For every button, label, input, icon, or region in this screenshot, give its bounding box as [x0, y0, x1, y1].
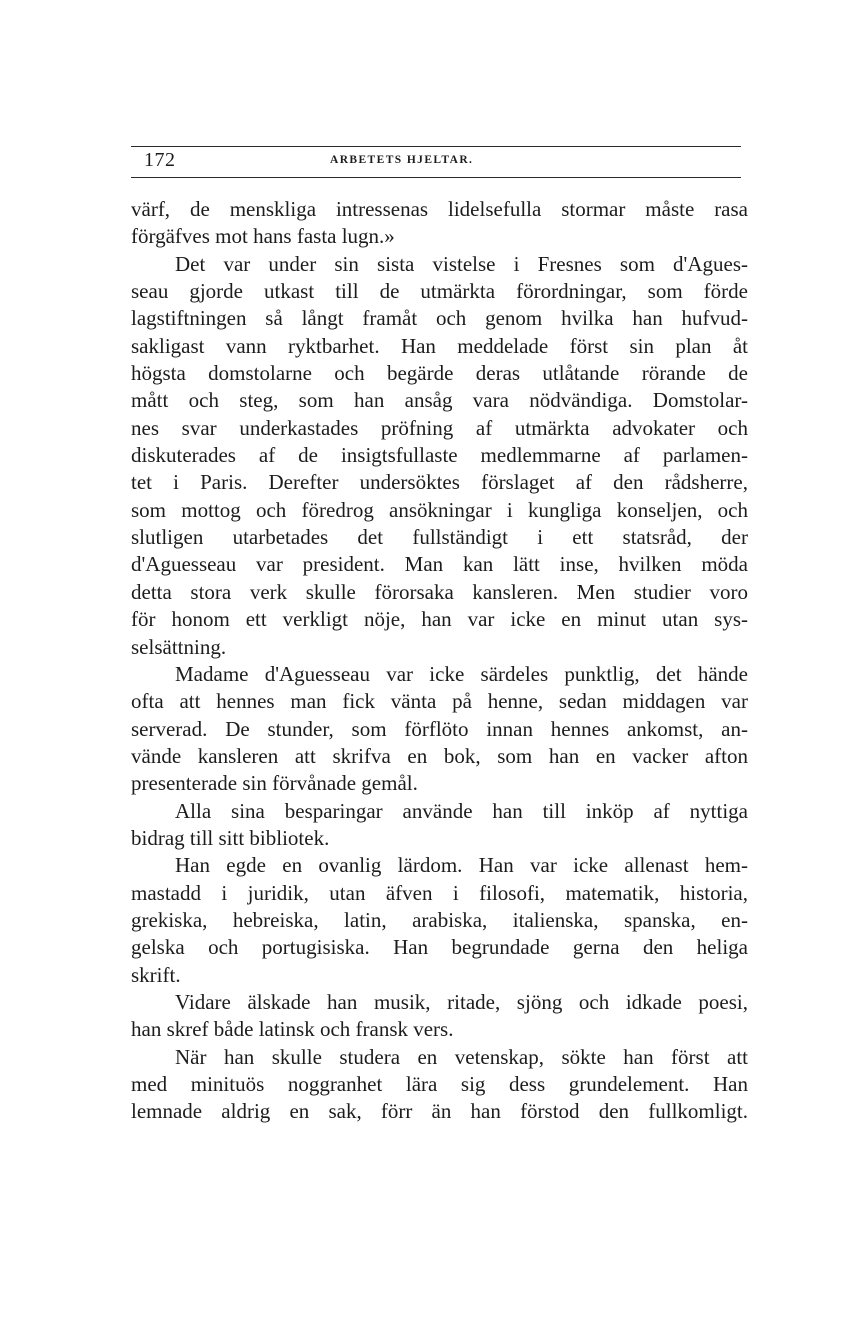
text-line: ofta att hennes man fick vänta på henne, sedan middagen var: [131, 689, 748, 714]
text-line: för honom ett verkligt nöje, han var icke en minut utan sys-: [131, 607, 748, 632]
body-text: [131, 196, 748, 1126]
text-line: Madame d'Aguesseau var icke särdeles punktlig, det hände: [175, 661, 748, 686]
text-line: han skref både latinsk och fransk vers.: [131, 1017, 454, 1042]
text-line: lagstiftningen så långt framåt och genom hvilka han hufvud-: [131, 306, 748, 331]
text-line: sakligast vann ryktbarhet. Han meddelade först sin plan åt: [131, 333, 748, 358]
text-line: som mottog och föredrog ansökningar i kungliga konseljen, och: [131, 497, 748, 522]
paragraph: [131, 251, 748, 661]
paragraph: [131, 661, 748, 798]
text-line: d'Aguesseau var president. Man kan lätt inse, hvilken möda: [131, 552, 748, 577]
header-rule-bottom: [131, 177, 741, 178]
paragraph: [131, 852, 748, 989]
text-line: Det var under sin sista vistelse i Fresnes som d'Agues-: [175, 251, 748, 276]
text-line: med minituös noggranhet lära sig dess grundelement. Han: [131, 1072, 748, 1096]
text-line: selsättning.: [131, 634, 227, 659]
text-line: Vidare älskade han musik, ritade, sjöng och idkade poesi,: [175, 989, 748, 1014]
text-line: lemnade aldrig en sak, förr än han förstod den fullkomligt.: [131, 1099, 748, 1124]
text-line: högsta domstolarne och begärde deras utlåtande rörande de: [131, 361, 748, 386]
text-line: mått och steg, som han ansåg vara nödvändiga. Domstolar-: [131, 388, 748, 413]
page-number: 172: [144, 149, 176, 171]
running-head: ARBETETS HJELTAR.: [330, 154, 474, 166]
text-line: tet i Paris. Derefter undersöktes förslaget af den rådsherre,: [131, 470, 748, 495]
text-line: serverad. De stunder, som förflöto innan hennes ankomst, an-: [131, 716, 748, 741]
text-line: presenterade sin förvånade gemål.: [131, 771, 418, 796]
text-line: bidrag till sitt bibliotek.: [131, 825, 330, 850]
text-line: nes svar underkastades pröfning af utmärkta advokater och: [131, 415, 748, 440]
text-line: grekiska, hebreiska, latin, arabiska, italienska, spanska, en-: [131, 907, 748, 932]
header-rule-top: [131, 146, 741, 147]
text-line: När han skulle studera en vetenskap, sökte han först att: [175, 1044, 748, 1069]
paragraph: [131, 989, 748, 1044]
paragraph: [131, 196, 748, 251]
text-line: värf, de menskliga intressenas lidelsefulla stormar måste rasa: [131, 197, 748, 221]
paragraph: [131, 798, 748, 853]
text-line: Han egde en ovanlig lärdom. Han var icke allenast hem-: [175, 853, 748, 878]
text-line: skrift.: [131, 962, 181, 987]
text-line: detta stora verk skulle förorsaka kansleren. Men studier voro: [131, 579, 748, 604]
text-line: diskuterades af de insigtsfullaste medlemmarne af parlamen-: [131, 443, 748, 468]
text-line: slutligen utarbetades det fullständigt i ett statsråd, der: [131, 525, 748, 550]
text-line: mastadd i juridik, utan äfven i filosofi, matematik, historia,: [131, 880, 748, 905]
text-line: vände kansleren att skrifva en bok, som han en vacker afton: [131, 743, 748, 768]
text-line: seau gjorde utkast till de utmärkta förordningar, som förde: [131, 279, 748, 304]
text-line: förgäfves mot hans fasta lugn.»: [131, 224, 395, 249]
text-line: Alla sina besparingar använde han till inköp af nyttiga: [175, 798, 748, 823]
paragraph: [131, 1044, 748, 1126]
text-line: gelska och portugisiska. Han begrundade gerna den heliga: [131, 935, 748, 960]
